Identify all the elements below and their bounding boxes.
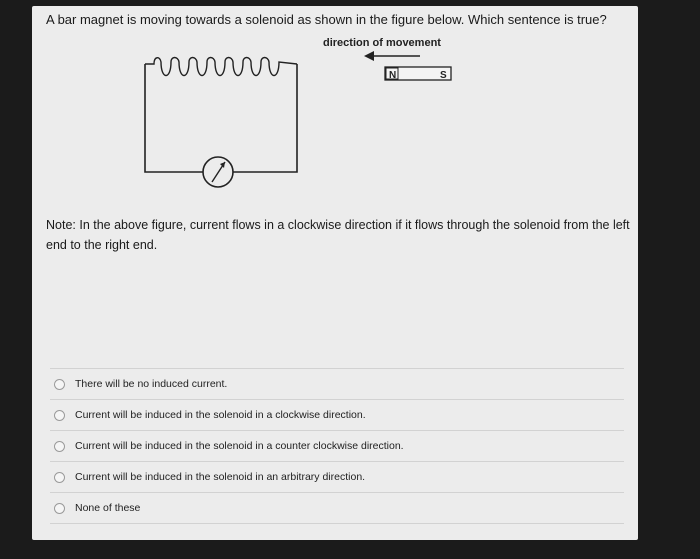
question-card — [32, 6, 638, 540]
solenoid-circuit-figure — [32, 6, 638, 206]
radio-button[interactable] — [54, 441, 65, 452]
answer-option-label: Current will be induced in the solenoid in an arbitrary direction. — [75, 471, 366, 483]
answer-option-label: Current will be induced in the solenoid in a clockwise direction. — [75, 409, 366, 421]
circuit-wire — [145, 64, 297, 172]
solenoid-coil — [145, 58, 297, 76]
answer-option[interactable] — [50, 430, 624, 461]
radio-button[interactable] — [54, 379, 65, 390]
radio-button[interactable] — [54, 472, 65, 483]
magnet-south-label: S — [440, 70, 447, 81]
answer-option[interactable] — [50, 368, 624, 399]
direction-arrow-icon — [364, 51, 420, 61]
direction-label: direction of movement — [323, 37, 441, 49]
answer-option-label: None of these — [75, 502, 141, 514]
answer-option[interactable] — [50, 492, 624, 524]
note-text: Note: In the above figure, current flows in a clockwise direction if it flows through the solenoid from the left end to the right end. — [46, 218, 630, 252]
radio-button[interactable] — [54, 410, 65, 421]
galvanometer-icon — [203, 157, 233, 187]
answer-option-label: Current will be induced in the solenoid in a counter clockwise direction. — [75, 440, 404, 452]
radio-button[interactable] — [54, 503, 65, 514]
answer-option[interactable] — [50, 461, 624, 492]
answer-option-label: There will be no induced current. — [75, 378, 228, 390]
magnet-north-label: N — [389, 70, 397, 81]
question-text: A bar magnet is moving towards a solenoid as shown in the figure below. Which sentence is true? — [46, 12, 607, 27]
answer-options — [50, 368, 624, 524]
answer-option[interactable] — [50, 399, 624, 430]
